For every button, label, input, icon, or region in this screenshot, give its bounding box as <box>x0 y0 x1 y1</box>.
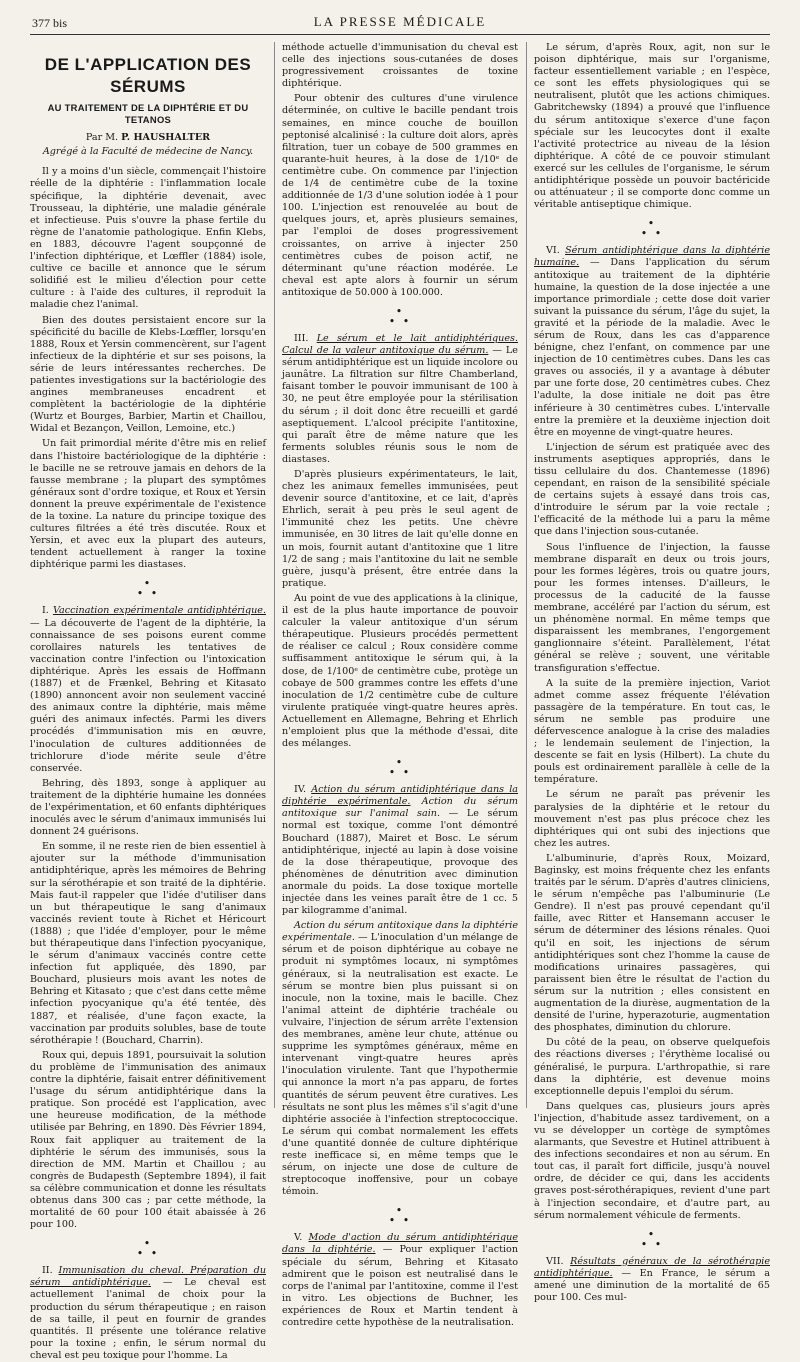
author-prefix: Par M. <box>85 132 122 144</box>
paragraph: Behring, dès 1893, songe à appliquer au traitement de la diphtérie humaine les données de l'expérimentation, et 60 enfants diphtériques inoculés avec le sérum d'animaux immunisés lui donnent 24 guérisons. <box>30 777 266 838</box>
section-heading: Action du sérum antidiphtérique dans la diphtérie expérimentale. <box>282 784 519 808</box>
section-separator: • • • <box>388 1204 412 1228</box>
paragraph: Roux qui, depuis 1891, poursuivait la solution du problème de l'immunisation des animaux contre la diphtérie, faisait entrer définitivement l'usage du sérum antidiphtérique dans la pratique. Son procédé est l'application, avec une heureuse modification, de la méthode utilisée par Behring, en 1890. Dès Février 1894, Roux fait appliquer au traitement de la diphtérie le sérum des immunisés, sous la direction de MM. Martin et Chaillou ; au congrès de Budapesth (Septembre 1894), il fait sa célèbre communication et donne les résultats obtenus dans 300 cas ; par cette méthode, la mortalité de 60 pour 100 était abaissée à 26 pour 100. <box>30 1049 266 1231</box>
section-number: VII. <box>546 1255 571 1267</box>
subsection-heading: Action du sérum antitoxique sur l'animal sain. <box>282 796 518 820</box>
paragraph: D'après plusieurs expérimentateurs, le lait, chez les animaux femelles immunisées, peut devenir source d'antitoxine, et ce lait, d'après Ehrlich, serait à peu près le seul agent de l'immunité chez les petits. Une chèvre immunisée, en 30 litres de lait qu'elle donne en un mois, fournit autant d'antitoxine que 1 litre 1/2 de sang ; mais l'antitoxine du lait ne semble guère, jusqu'à présent, être entrée dans la pratique. <box>282 469 518 589</box>
section-2 <box>30 1265 266 1362</box>
section-6 <box>534 245 770 439</box>
paragraph: — Le sérum normal est toxique, comme l'ont démontré Bouchard (1887), Mairet et Bosc. Le sérum antidiphtérique, injecté au lapin à dose voisine de la dose thérapeutique, provoque des phénomènes de dénutrition avec diminution anormale du poids. La dose toxique mortelle injectée dans les veines paraît être de 1 cc. 5 par kilogramme d'animal. <box>282 808 518 917</box>
paragraph: — Le cheval est actuellement l'animal de choix pour la production du sérum thérapeutique ; en raison de sa taille, il peut en fournir de grandes quantités. Il présente une tolérance relative pour la toxine ; enfin, le sérum normal du cheval est peu toxique pour l'homme. La <box>30 1277 266 1361</box>
paragraph: Un fait primordial mérite d'être mis en relief dans l'histoire bactériologique de la diphtérie : le bacille ne se retrouve jamais en dehors de la fausse membrane ; la plupart des symptômes généraux sont d'ordre toxique, et Roux et Yersin donnent la preuve expérimentale de l'existence de la toxine. La nature du principe toxique des cultures filtrées a été très discutée. Roux et Yersin, et avec eux la plupart des auteurs, tendent actuellement à ranger la toxine diphtérique parmi les diastases. <box>30 438 266 571</box>
section-number: I. <box>42 605 53 617</box>
author-name: P. HAUSHALTER <box>121 132 211 144</box>
section-number: V. <box>294 1232 309 1244</box>
section-4 <box>282 784 518 917</box>
paragraph: Le sérum, d'après Roux, agit, non sur le poison diphtérique, mais sur l'organisme, facteur essentiellement variable ; en l'espèce, ce sont les effets physiologiques qui se neutralisent, plutôt que les actions chimiques. Gabritchewsky (1894) a prouvé que l'influence du sérum antitoxique s'exerce d'une façon spéciale sur les leucocytes dont il exalte l'activité protectrice au niveau de la lésion diphtérique. A côté de ce pouvoir stimulant exercé sur les cellules de l'organisme, le sérum antidiphtérique possède un pouvoir bactéricide ou atténuateur ; il se comporte donc comme un véritable antiseptique chimique. <box>534 42 770 211</box>
paragraph: En somme, il ne reste rien de bien essentiel à ajouter sur la méthode d'immunisation antidiphtérique, après les mémoires de Behring sur la sérothérapie et son traité de la diphtérie. Mais faut-il rappeler que l'idée d'utiliser dans un but thérapeutique le sang d'animaux vaccinés revient toute à Richet et Héricourt (1888) ; que l'idée d'employer, pour le même but thérapeutique dans l'infection pyocyanique, le sérum d'animaux vaccinés contre cette infection fut appliquée, dès 1890, par Bouchard, plusieurs mois avant les notes de Behring et Kitasato ; que c'est dans cette même infection pyocyanique qu'a été tentée, dès 1887, et réalisée, d'une façon exacte, la vaccination par produits solubles, base de toute sérothérapie ! (Bouchard, Charrin). <box>30 841 266 1046</box>
section-number: VI. <box>546 245 566 257</box>
paragraph: Au point de vue des applications à la clinique, il est de la plus haute importance de pouvoir calculer la valeur antitoxique d'un sérum thérapeutique. Plusieurs procédés permettent de réaliser ce calcul ; Roux considère comme suffisamment antitoxique le sérum qui, à la dose, de 1/100ᵉ de centimètre cube, protège un cobaye de 500 grammes contre les effets d'une inoculation de 1/2 centimètre cube de culture virulente pratiquée vingt-quatre heures après. Actuellement en Allemagne, Behring et Ehrlich n'emploient plus que la méthode d'essai, dite des mélanges. <box>282 592 518 750</box>
section-3 <box>282 333 518 466</box>
subsection-heading: Action du sérum antitoxique dans la diphtérie expérimentale. <box>282 920 518 944</box>
paragraph: L'injection de sérum est pratiquée avec des instruments aseptiques appropriés, dans le tissu cellulaire du dos. Chantemesse (1896) cependant, en raison de la sensibilité spéciale de certains sujets à essayé dans trois cas, d'introduire le sérum par la voie rectale ; l'efficacité de la méthode lui a paru la même que dans l'injection sous-cutanée. <box>534 441 770 538</box>
author-affiliation: Agrégé à la Faculté de médecine de Nancy. <box>42 146 254 158</box>
section-separator: • • • <box>388 304 412 328</box>
author-line <box>30 132 266 144</box>
section-number: II. <box>42 1265 59 1277</box>
paragraph: — Le sérum antidiphtérique est un liquide incolore ou jaunâtre. La filtration sur filtre Chamberland, faisant tomber le pouvoir immunisant de 100 à 30, ne peut être employée pour la stérilisation du sérum ; il doit donc être recueilli et gardé aseptiquement. L'alcool précipite l'antitoxine, qui paraît être de même nature que les ferments solubles réunis sous le nom de diastases. <box>282 345 518 465</box>
article-title: DE L'APPLICATION DES SÉRUMS <box>44 55 252 96</box>
paragraph: A la suite de la première injection, Variot admet comme assez fréquente l'élévation passagère de la température. En tout cas, le sérum ne semble pas produire une défervescence analogue à la crise des maladies ; le lendemain seulement de l'injection, la descente se fait en lysis (Hilbert). La chute du pouls est ordinairement parallèle à celle de la température. <box>534 677 770 786</box>
section-heading: Sérum antidiphtérique dans la diphtérie humaine. <box>534 245 770 269</box>
page-header <box>0 0 800 40</box>
section-number: III. <box>294 332 317 344</box>
paragraph: méthode actuelle d'immunisation du cheval est celle des injections sous-cutanées de doses progressivement croissantes de toxine diphtérique. <box>282 42 518 90</box>
paragraph: Sous l'influence de l'injection, la fausse membrane disparaît en deux ou trois jours, pour les formes légères, trois ou quatre jours, pour les formes intenses. D'ailleurs, le processus de la caducité de la fausse membrane, accéléré par l'action du sérum, est un phénomène normal. En même temps que disparaissent les membranes, l'engorgement ganglionnaire s'éteint. Parallèlement, l'état général se relève ; souvent, une véritable transfiguration s'effectue. <box>534 541 770 674</box>
section-1 <box>30 605 266 774</box>
section-separator: • • • <box>640 1227 664 1251</box>
paragraph: Dans quelques cas, plusieurs jours après l'injection, d'habitude assez tardivement, on a vu se développer un cortège de symptômes alarmants, que Sevestre et Hutinel attribuent à des infections secondaires et non au sérum. En tout cas, il paraît fort difficile, jusqu'à nouvel ordre, de décider ce qui, dans les accidents graves post-sérothérapiques, revient d'une part à l'injection secondaire, et d'autre part, au sérum normalement véhicule de ferments. <box>534 1100 770 1221</box>
article-body <box>30 42 770 1361</box>
article-subtitle: AU TRAITEMENT DE LA DIPHTÉRIE ET DU TETANOS <box>47 102 249 126</box>
section-separator: • • • <box>136 1237 160 1261</box>
paragraph: Il y a moins d'un siècle, commençait l'histoire réelle de la diphtérie : l'inflammation locale spécifique, la diphtérie devenait, avec Trousseau, la diphtérie, une maladie générale et infectieuse. Puis s'ouvre la phase fertile du règne de l'anatomie pathologique. Enfin Klebs, en 1883, découvre l'agent soupçonné de l'infection diphtérique, et Lœffler (1884) isole, cultive ce bacille et annonce que le sérum solidifié est le milieu d'élection pour cette culture : à l'aide des cultures, il reproduit la maladie chez l'animal. <box>30 166 266 311</box>
header-rule <box>30 34 770 35</box>
section-heading: Le sérum et le lait antidiphtériques. Calcul de la valeur antitoxique du sérum. <box>282 332 519 357</box>
paragraph: Du côté de la peau, on observe quelquefois des réactions diverses ; l'érythème localisé ou généralisé, le purpura. L'arthropathie, si rare dans la diphtérie, est devenue moins exceptionnelle depuis l'emploi du sérum. <box>534 1037 770 1097</box>
section-separator: • • • <box>640 217 664 241</box>
paragraph: L'albuminurie, d'après Roux, Moizard, Baginsky, est moins fréquente chez les enfants traités par le sérum. D'après d'autres cliniciens, le sérum n'empêche pas l'albuminurie (Le Gendre). Il n'est pas prouvé cependant qu'il faille, avec Ritter et Hansemann accuser le sérum de déterminer des lésions rénales. Quoi qu'il en soit, les injections de sérum antidiphtériques sont chez l'homme la cause de modifications urinaires passagères, qui paraissent bien être le résultat de l'action du sérum sur la nutrition ; elles consistent en augmentation de la diurèse, augmentation de la densité de l'urine, hyperazoturie, augmentation des phosphates, diminution du chlorure. <box>534 852 770 1034</box>
paragraph: — Pour expliquer l'action spéciale du sérum, Behring et Kitasato admirent que le poison est neutralisé dans le corps de l'animal par l'antitoxine, comme il l'est in vitro. Les objections de Buchner, les expériences de Roux et Martin tendent à contredire cette hypothèse de la neutralisation. <box>282 1244 518 1328</box>
column-rule <box>274 42 275 1108</box>
section-separator: • • • <box>388 756 412 780</box>
section-number: IV. <box>294 784 312 796</box>
paragraph: Le sérum ne paraît pas prévenir les paralysies de la diphtérie et le retour du mouvement n'est pas plus précoce chez les diphtériques qui ont subi des injections que chez les autres. <box>534 789 770 849</box>
section-7 <box>534 1256 770 1304</box>
journal-title: LA PRESSE MÉDICALE <box>313 14 487 29</box>
section-5 <box>282 1232 518 1329</box>
section-separator: • • • <box>136 577 160 601</box>
column-1 <box>30 42 266 1361</box>
paragraph: — L'inoculation d'un mélange de sérum et de poison diphtérique au cobaye ne produit ni symptômes locaux, ni symptômes généraux, si la neutralisation est exacte. Le sérum se montre bien plus puissant si on inocule, non la toxine, mais le bacille. Chez l'animal atteint de diphtérie trachéale ou vulvaire, l'injection de sérum arrête l'extension des membranes, amène leur chute, atténue ou supprime les symptômes généraux, même en intervenant vingt-quatre heures après l'inoculation virulente. Tant que l'hypothermie qui annonce la mort n'a pas apparu, de fortes quantités de sérum peuvent être curatives. Les résultats ne sont plus les mêmes s'il s'agit d'une diphtérie associée à l'infection streptococcique. Le sérum qui combat normalement les effets d'une quantité donnée de culture diphtérique reste inefficace si, en même temps que le sérum, on injecte une dose de culture de streptocoque inoffensive, pour un cobaye témoin. <box>282 932 518 1198</box>
section-heading: Mode d'action du sérum antidiphtérique dans la diphtérie. <box>282 1232 518 1256</box>
paragraph: Bien des doutes persistaient encore sur la spécificité du bacille de Klebs-Lœffler, lorsqu'en 1888, Roux et Yersin commencèrent, sur l'agent infectieux de la diphtérie et sur ses poisons, la série de leurs intéressantes recherches. De patientes investigations sur la bactériologie des angines membraneuses encadrent et complètent la bactériologie de la diphtérie (Wurtz et Bourges, Barbier, Martin et Chaillou, Widal et Bezançon, Veillon, Lemoine, etc.) <box>30 314 266 435</box>
paragraph-block <box>282 920 518 1198</box>
paragraph: — En France, le sérum a amené une diminution de la mortalité de 65 pour 100. Ces mul- <box>534 1267 770 1303</box>
column-3 <box>534 42 770 1303</box>
column-rule <box>526 42 527 1108</box>
page-number: 377 bis <box>32 16 68 30</box>
section-heading: Vaccination expérimentale antidiphtérique. <box>52 605 266 617</box>
column-2 <box>282 42 519 1328</box>
paragraph: — La découverte de l'agent de la diphtérie, la connaissance de ses poisons eurent comme corollaires naturels les tentatives de vaccination contre l'infection ou l'intoxication diphtérique. Après les essais de Hoffmann (1887) et de Frænkel, Behring et Kitasato (1890) annoncent avoir non seulement vacciné des animaux contre la diphtérie, mais même guéri des animaux infectés. Parmi les divers procédés d'immunisation mis en œuvre, l'inoculation de cultures additionnées de trichlorure d'iode mérite seule d'être conservée. <box>30 617 266 774</box>
section-heading: Immunisation du cheval. Préparation du sérum antidiphtérique. <box>30 1265 266 1289</box>
section-heading: Résultats généraux de la sérothérapie antidiphtérique. <box>534 1255 770 1279</box>
paragraph: Pour obtenir des cultures d'une virulence déterminée, on cultive le bacille pendant trois semaines, en mince couche de bouillon peptonisé alcalinisé : la culture doit alors, après filtration, tuer un cobaye de 500 grammes en quarante-huit heures, à la dose de 1/10ᵉ de centimètre cube. On commence par l'injection de 1/4 de centimètre cube de la toxine additionnée de 1/3 d'une solution iodée à 1 pour 100. L'injection est renouvelée au bout de quelques jours, et, après plusieurs semaines, par l'emploi de doses progressivement croissantes, on arrive à injecter 250 centimètres cubes de poison actif, ne déterminant qu'une réaction modérée. Le cheval est apte alors à fournir un sérum antitoxique de 50.000 à 100.000. <box>282 93 518 298</box>
paragraph: — Dans l'application du sérum antitoxique au traitement de la diphtérie humaine, la question de la dose injectée a une importance primordiale ; cette dose doit varier suivant la puissance du sérum, l'âge du sujet, la gravité et la période de la maladie. Avec le sérum de Roux, dans les cas d'apparence bénigne, chez l'enfant, on commence par une injection de 10 centimètres cubes. Dans les cas graves ou associés, il y a avantage à débuter par une forte dose, 20 centimètres cubes. Chez l'adulte, la dose initiale ne doit pas être inférieure à 30 centimètres cubes. L'intervalle entre la première et la deuxième injection doit être en moyenne de vingt-quatre heures. <box>534 257 770 438</box>
